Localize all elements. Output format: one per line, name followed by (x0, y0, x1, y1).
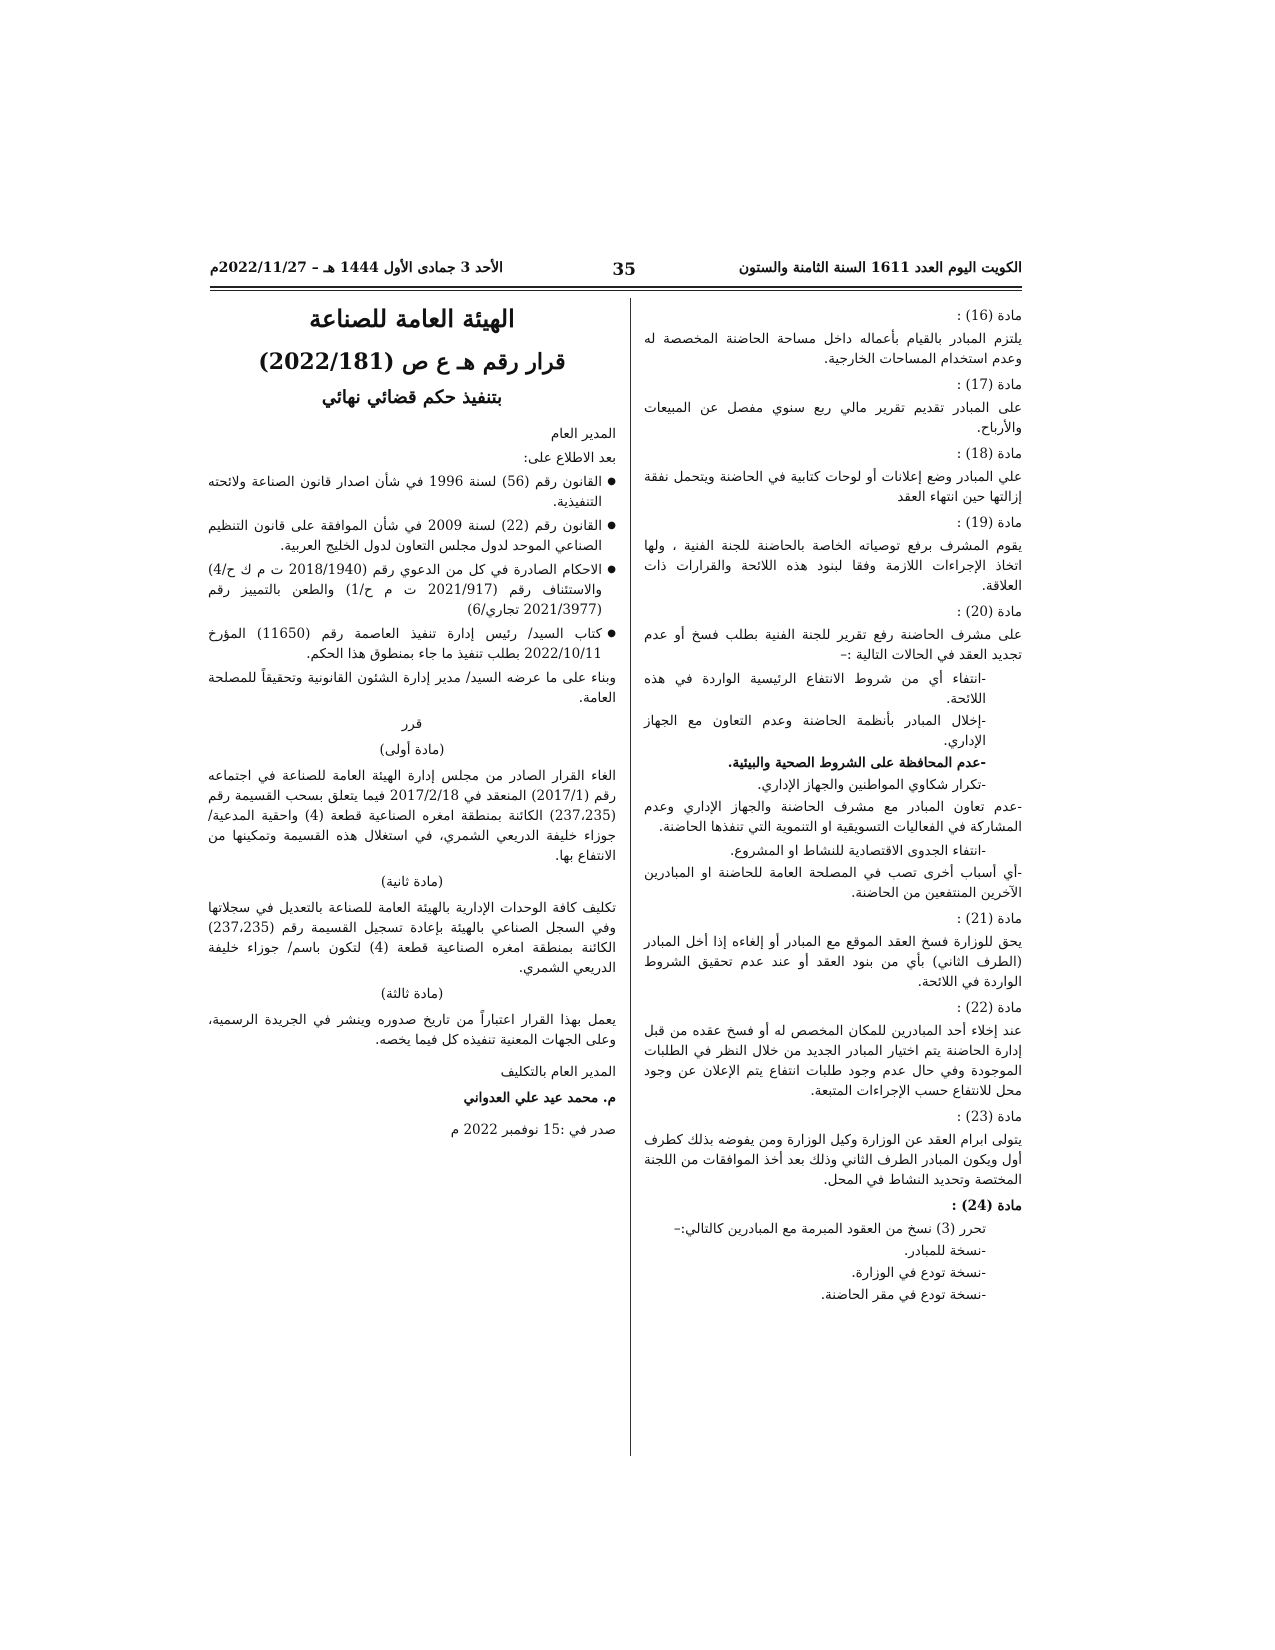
article-23-text: يتولى ابرام العقد عن الوزارة وكيل الوزارة ومن يفوضه بذلك كطرف أول ويكون المبادر الطرف الثاني وذلك بعد أخذ الموافقات من اللجنة المختصة وتحديد النشاط في المحل. (644, 1132, 1022, 1188)
article-17-text: على المبادر تقديم تقرير مالي ربع سنوي مفصل عن المبيعات والأرباح. (644, 400, 1022, 436)
article-16-text: يلتزم المبادر بالقيام بأعماله داخل مساحة الحاضنة المخصصة له وعدم استخدام المساحات الخارجية. (644, 331, 1022, 367)
review-bullet: ● كتاب السيد/ رئيس إدارة تنفيذ العاصمة رقم (11650) المؤرخ 2022/10/11 بطلب تنفيذ ما جاء بمنطوق هذا الحكم. (208, 624, 616, 664)
issue-date: صدر في :15 نوفمبر 2022 م (450, 1122, 616, 1138)
article-20-title: مادة (20) : (956, 604, 1022, 620)
article-3-text: يعمل بهذا القرار اعتباراً من تاريخ صدوره وينشر في الجريدة الرسمية، وعلى الجهات المعنية تنفيذه كل فيما يخصه. (208, 1012, 616, 1048)
article-24-item: -نسخة للمبادر. (903, 1243, 986, 1259)
decided-heading: قرر (401, 716, 423, 732)
left-column (208, 300, 616, 1146)
header-rule-thin (210, 290, 1022, 291)
after-review: بعد الاطلاع على: (523, 450, 616, 466)
decision-subject: بتنفيذ حكم قضائي نهائي (321, 387, 503, 408)
header-date: الأحد 3 جمادى الأول 1444 هـ – 2022/11/27م (210, 260, 504, 276)
article-2-text: تكليف كافة الوحدات الإدارية بالهيئة العامة للصناعة بالتعديل في سجلاتها وفي السجل الصناعي بالهيئة بإعادة تسجيل القسيمة رقم (237،235) الكائنة بمنطقة امغره الصناعية قطعة (4) لتكون باسم/ جوزاء خليفة الدريعي الشمري. (208, 900, 617, 976)
review-bullet: ● الاحكام الصادرة في كل من الدعوي رقم (2018/1940 ت م ك ح/4) والاستئناف رقم (2021/917 ت م ح/1) والطعن بالتمييز رقم (2021/3977 تجاري/6) (208, 560, 616, 620)
signatory-title: المدير العام بالتكليف (500, 1064, 616, 1080)
director-heading: المدير العام (550, 426, 616, 442)
article-20-item: -تكرار شكاوي المواطنين والجهاز الإداري. (757, 777, 986, 793)
header-issue: الكويت اليوم العدد 1611 السنة الثامنة والستون (738, 260, 1022, 276)
article-22-text: عند إخلاء أحد المبادرين للمكان المخصص له أو فسخ عقده من قبل إدارة الحاضنة يتم اختيار المبادر الجديد من خلال النظر في الطلبات الموجودة وفي حال عدم وجود طلبات انتفاع يتم الإعلان عن وجود محل للانتفاع حسب الإجراءات المتبعة. (644, 1023, 1022, 1099)
article-1-title: (مادة أولى) (379, 742, 445, 758)
article-24-text: تحرر (3) نسخ من العقود المبرمة مع المبادرين كالتالي:– (673, 1221, 986, 1237)
article-22-title: مادة (22) : (956, 1000, 1022, 1016)
article-20-text: على مشرف الحاضنة رفع تقرير للجنة الفنية بطلب فسخ أو عدم تجديد العقد في الحالات التالية :– (644, 627, 1022, 663)
article-17-title: مادة (17) : (956, 377, 1022, 393)
article-3-title: (مادة ثالثة) (380, 986, 444, 1002)
signatory-name: م. محمد عيد علي العدواني (463, 1090, 616, 1106)
decision-title: قرار رقم هـ ع ص (2022/181) (258, 349, 566, 375)
page-number: 35 (612, 260, 636, 280)
review-bullet: ● القانون رقم (22) لسنة 2009 في شأن الموافقة على قانون التنظيم الصناعي الموحد لدول مجلس التعاون لدول الخليج العربية. (208, 516, 616, 556)
article-16-title: مادة (16) : (956, 308, 1022, 324)
right-column (644, 300, 1022, 1307)
based-on: وبناء على ما عرضه السيد/ مدير إدارة الشئون القانونية وتحقيقاً للمصلحة العامة. (208, 670, 616, 706)
article-21-text: يحق للوزارة فسخ العقد الموقع مع المبادر أو إلغاءه إذا أخل المبادر (الطرف الثاني) بأي من بنود العقد أو عند عدم تحقيق الشروط الواردة في اللائحة. (644, 934, 1022, 990)
article-2-title: (مادة ثانية) (380, 874, 444, 890)
article-24-title: مادة (24) : (951, 1198, 1022, 1214)
article-23-title: مادة (23) : (956, 1109, 1022, 1125)
article-19-text: يقوم المشرف برفع توصياته الخاصة بالحاضنة للجنة الفنية ، ولها اتخاذ الإجراءات اللازمة وفقا لبنود هذه اللائحة والقرارات ذات العلاقة. (644, 538, 1022, 594)
article-20-item: -انتفاء أي من شروط الانتفاع الرئيسية الواردة في هذه اللائحة. (644, 671, 986, 707)
article-21-title: مادة (21) : (956, 911, 1022, 927)
article-18-title: مادة (18) : (956, 446, 1022, 462)
header-rule (210, 286, 1022, 288)
article-1-text: الغاء القرار الصادر من مجلس إدارة الهيئة العامة للصناعة في اجتماعه رقم (2017/1) المنعقد في 2017/2/18 فيما يتعلق بسحب القسيمة رقم (237،235) الكائنة بمنطقة امغره الصناعية قطعة (4) واحقية المدعية/ جوزاء خليفة الدريعي الشمري، في استغلال هذه القسيمة وتمكينها من الانتفاع بها. (208, 768, 616, 864)
article-24-item: -نسخة تودع في مقر الحاضنة. (820, 1287, 986, 1303)
article-20-item: -انتفاء الجدوى الاقتصادية للنشاط او المشروع. (729, 843, 986, 859)
page-header (210, 258, 1022, 286)
article-20-item: -عدم تعاون المبادر مع مشرف الحاضنة والجهاز الإداري وعدم المشاركة في الفعاليات التسويقية او التنموية التي تنفذها الحاضنة. (644, 799, 1022, 835)
article-18-text: علي المبادر وضع إعلانات أو لوحات كتابية في الحاضنة ويتحمل نفقة إزالتها حين انتهاء العقد (644, 469, 1022, 505)
column-divider (630, 298, 631, 1456)
article-19-title: مادة (19) : (956, 515, 1022, 531)
article-20-item: -أي أسباب أخرى تصب في المصلحة العامة للحاضنة او المبادرين الآخرين المنتفعين من الحاضنة. (644, 865, 1022, 901)
article-20-item: -عدم المحافظة على الشروط الصحية والبيئية. (727, 755, 986, 771)
article-24-item: -نسخة تودع في الوزارة. (851, 1265, 986, 1281)
authority-title: الهيئة العامة للصناعة (309, 304, 515, 333)
review-bullet: ● القانون رقم (56) لسنة 1996 في شأن اصدار قانون الصناعة ولائحته التنفيذية. (208, 472, 616, 512)
article-20-item: -إخلال المبادر بأنظمة الحاضنة وعدم التعاون مع الجهاز الإداري. (644, 713, 986, 749)
